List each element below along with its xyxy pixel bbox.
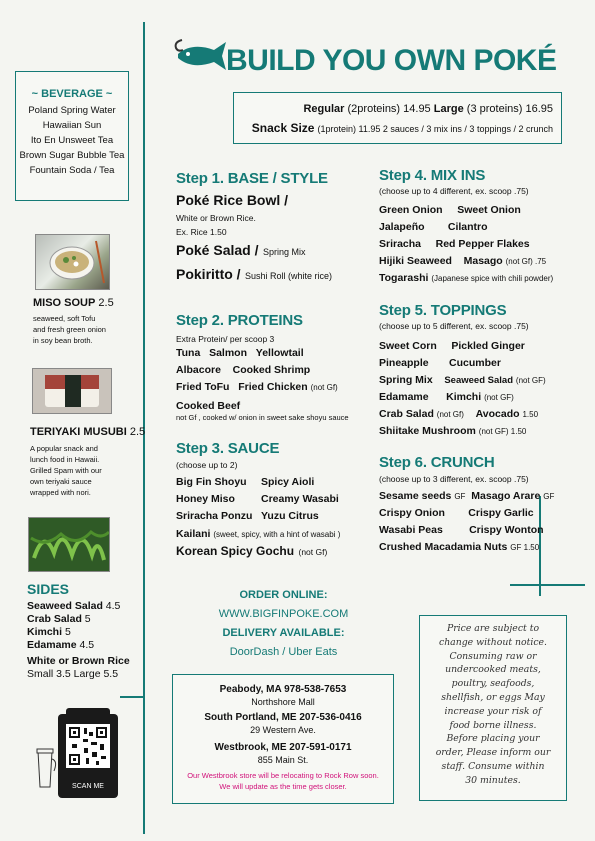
side-item: Edamame 4.5 bbox=[27, 639, 95, 651]
beverage-item: Hawaiian Sun bbox=[42, 120, 102, 131]
step3-note: (choose up to 2) bbox=[176, 460, 238, 470]
step3-gochu: Korean Spicy Gochu bbox=[176, 544, 295, 558]
step1-salad-sub: Spring Mix bbox=[262, 247, 306, 257]
beverage-item: Fountain Soda / Tea bbox=[29, 165, 115, 176]
step5-note: (choose up to 5 different, ex. scoop .75) bbox=[379, 321, 529, 331]
miso-desc: in soy bean broth. bbox=[33, 336, 93, 345]
miso-price: 2.5 bbox=[98, 297, 114, 309]
beverage-title: ~ BEVERAGE ~ bbox=[31, 88, 113, 100]
step1-bowl: Poké Rice Bowl / bbox=[176, 192, 289, 208]
location-address: 29 Western Ave. bbox=[250, 725, 316, 735]
divider-horizontal-right bbox=[510, 584, 585, 586]
notice-box: Price are subject to change without notice. Consuming raw or undercooked meats, poultry, seafoods, shellfish, or eggs May increase your risk of food borne illness. Before placing your order, Please inform our staff. Consume within 30 minutes. bbox=[419, 615, 567, 801]
musubi-desc: lunch food in Hawaii. bbox=[30, 455, 100, 464]
miso-soup-photo bbox=[35, 234, 110, 290]
beverage-item: Brown Sugar Bubble Tea bbox=[19, 150, 125, 161]
step2-heading: Step 2. PROTEINS bbox=[176, 312, 303, 329]
seaweed-salad-photo bbox=[28, 517, 110, 572]
musubi-desc: A popular snack and bbox=[30, 444, 98, 453]
location-address: Northshore Mall bbox=[251, 697, 315, 707]
step1-salad: Poké Salad / bbox=[176, 242, 259, 258]
locations-box bbox=[172, 674, 394, 804]
page-title: BUILD YOU OWN POKÉ bbox=[226, 44, 557, 77]
musubi-desc: Grilled Spam with our bbox=[30, 466, 102, 475]
step1-bowl-sub: White or Brown Rice. bbox=[176, 213, 256, 223]
step2-beef-note: not Gf , cooked w/ onion in sweet sake shoyu sauce bbox=[176, 413, 349, 422]
regular-desc: (2proteins) 14.95 bbox=[347, 103, 431, 115]
step6-heading: Step 6. CRUNCH bbox=[379, 454, 495, 471]
step4-note: (choose up to 4 different, ex. scoop .75) bbox=[379, 186, 529, 196]
divider-horizontal-left bbox=[120, 696, 145, 698]
step4-heading: Step 4. MIX INS bbox=[379, 167, 486, 184]
order-online-label: ORDER ONLINE: bbox=[239, 589, 328, 601]
step1-heading: Step 1. BASE / STYLE bbox=[176, 170, 328, 187]
rice-prices: Small 3.5 Large 5.5 bbox=[27, 668, 119, 680]
qr-label: SCAN ME bbox=[72, 783, 104, 790]
miso-desc: seaweed, soft Tofu bbox=[33, 314, 96, 323]
step3-kailani: Kailani bbox=[176, 528, 211, 540]
step6-note: (choose up to 3 different, ex. scoop .75) bbox=[379, 474, 529, 484]
regular-label: Regular bbox=[303, 103, 345, 115]
qr-code-icon[interactable] bbox=[56, 706, 120, 798]
location-address: 855 Main St. bbox=[257, 755, 309, 765]
sides-title: SIDES bbox=[27, 581, 70, 597]
beverage-item: Ito En Unsweet Tea bbox=[30, 135, 114, 146]
relocation-note: We will update as the time gets closer. bbox=[219, 782, 347, 791]
order-url-link[interactable]: WWW.BIGFINPOKE.COM bbox=[218, 608, 349, 620]
snack-label: Snack Size bbox=[251, 121, 315, 135]
snack-desc: (1protein) 11.95 2 sauces / 3 mix ins / 3 toppings / 2 crunch bbox=[317, 124, 553, 134]
step3-heading: Step 3. SAUCE bbox=[176, 440, 280, 457]
beverage-box bbox=[15, 71, 129, 201]
step2-note: Extra Protein/ per scoop 3 bbox=[176, 334, 275, 344]
location-city: Peabody, MA 978-538-7653 bbox=[219, 684, 347, 695]
delivery-services[interactable]: DoorDash / Uber Eats bbox=[229, 646, 338, 658]
musubi-price: 2.5 bbox=[129, 426, 146, 438]
step1-pokiritto: Pokiritto / bbox=[176, 266, 241, 282]
miso-desc: and fresh green onion bbox=[33, 325, 106, 334]
cup-icon bbox=[34, 747, 58, 791]
beverage-item: Poland Spring Water bbox=[28, 105, 116, 116]
step1-bowl-extra: Ex. Rice 1.50 bbox=[176, 227, 227, 237]
musubi-name: TERIYAKI MUSUBI bbox=[30, 426, 127, 438]
pricing-box bbox=[233, 92, 562, 144]
musubi-desc: own teriyaki sauce bbox=[30, 477, 92, 486]
location-city: Westbrook, ME 207-591-0171 bbox=[214, 742, 352, 753]
location-city: South Portland, ME 207-536-0416 bbox=[204, 712, 362, 723]
relocation-note: Our Westbrook store will be relocating to Rock Row soon. bbox=[187, 771, 379, 780]
musubi-desc: wrapped with nori. bbox=[30, 488, 91, 497]
delivery-label: DELIVERY AVAILABLE: bbox=[222, 627, 345, 639]
miso-name: MISO SOUP bbox=[33, 297, 96, 309]
large-desc: (3 proteins) 16.95 bbox=[466, 103, 553, 115]
step1-pokiritto-sub: Sushi Roll (white rice) bbox=[245, 271, 333, 281]
side-item: Crab Salad 5 bbox=[27, 613, 91, 625]
side-item: Seaweed Salad 4.5 bbox=[27, 600, 121, 612]
step5-heading: Step 5. TOPPINGS bbox=[379, 302, 507, 319]
large-label: Large bbox=[433, 103, 464, 115]
musubi-photo bbox=[32, 368, 112, 414]
rice-label: White or Brown Rice bbox=[27, 655, 130, 667]
side-item: Kimchi 5 bbox=[27, 626, 71, 638]
logo-fish-icon bbox=[170, 36, 228, 76]
